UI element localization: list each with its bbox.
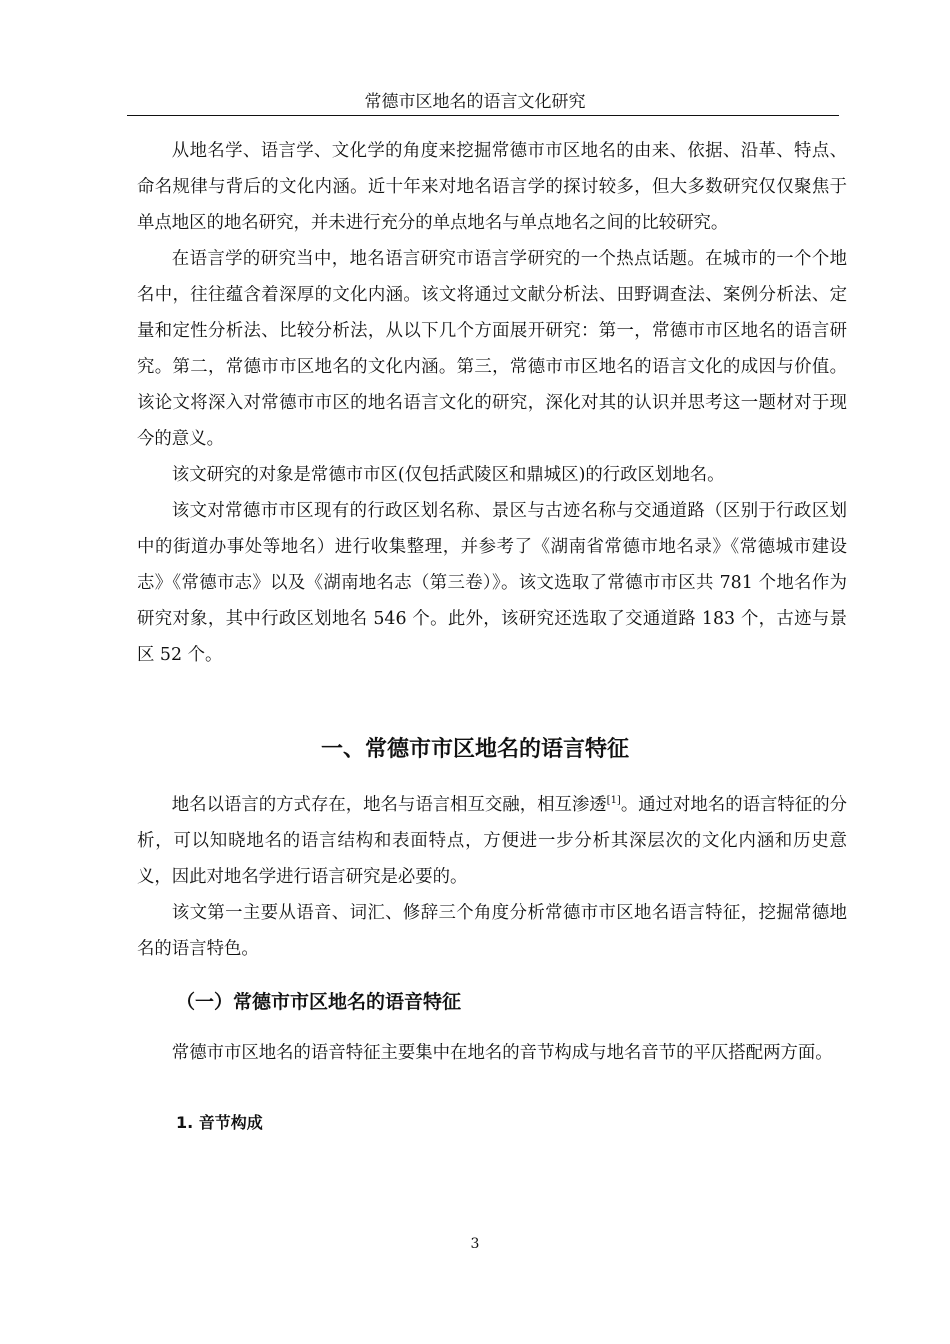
page-number: 3 (470, 1236, 480, 1252)
citation-ref: [1] (606, 795, 621, 806)
header-divider (127, 115, 839, 116)
intro-paragraph-4: 该文对常德市市区现有的行政区划名称、景区与古迹名称与交通道路（区别于行政区划中的街道办事处等地名）进行收集整理，并参考了《湖南省常德市地名录》《常德城市建设志》《常德市志》以及《湖南地名志（第三卷）》。该文选取了常德市市区共 781 个地名作为研究对象，其中行政区划地名 546 个。此外，该研究还选取了交通道路 183 个，古迹与景区 52 个。 (137, 501, 847, 665)
subsection-paragraph: 常德市市区地名的语音特征主要集中在地名的音节构成与地名音节的平仄搭配两方面。 (171, 1043, 833, 1063)
section-paragraph-2: 该文第一主要从语音、词汇、修辞三个角度分析常德市市区地名语言特征，挖掘常德地名的语言特色。 (137, 903, 847, 959)
section-paragraph-1-text-cont: 。通过对地名的语言特征的分析，可以知晓地名的语言结构和表面特点，方便进一步分析其深层次的文化内涵和历史意义，因此对地名学进行语言研究是必要的。 (137, 795, 847, 887)
section-heading: 一、常德市市区地名的语言特征 (320, 737, 629, 762)
section-text-block (137, 787, 847, 967)
subsection-text-block (137, 1035, 847, 1071)
section-paragraph-1 (137, 787, 847, 895)
intro-paragraph-3: 该文研究的对象是常德市市区(仅包括武陵区和鼎城区)的行政区划地名。 (171, 465, 725, 485)
subsubsection-heading: 1. 音节构成 (176, 1113, 263, 1132)
section-paragraph-1-text: 地名以语言的方式存在，地名与语言相互交融，相互渗透 (171, 795, 607, 815)
intro-text-block (137, 133, 847, 673)
intro-paragraph-2: 在语言学的研究当中，地名语言研究市语言学研究的一个热点话题。在城市的一个个地名中，往往蕴含着深厚的文化内涵。该文将通过文献分析法、田野调查法、案例分析法、定量和定性分析法、比较分析法，从以下几个方面展开研究：第一，常德市市区地名的语言研究。第二，常德市市区地名的文化内涵。第三，常德市市区地名的语言文化的成因与价值。该论文将深入对常德市市区的地名语言文化的研究，深化对其的认识并思考这一题材对于现今的意义。 (137, 249, 847, 449)
running-header-title: 常德市区地名的语言文化研究 (364, 92, 586, 112)
subsection-heading: （一）常德市市区地名的语音特征 (176, 991, 462, 1013)
intro-paragraph-1: 从地名学、语言学、文化学的角度来挖掘常德市市区地名的由来、依据、沿革、特点、命名规律与背后的文化内涵。近十年来对地名语言学的探讨较多，但大多数研究仅仅聚焦于单点地区的地名研究，并未进行充分的单点地名与单点地名之间的比较研究。 (137, 141, 847, 233)
